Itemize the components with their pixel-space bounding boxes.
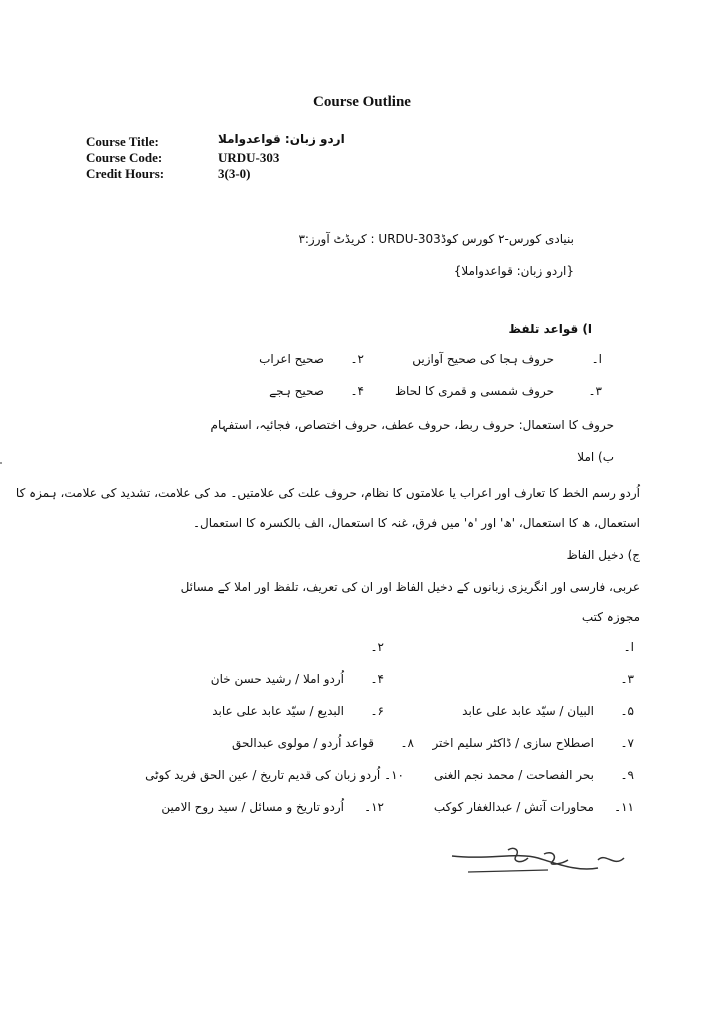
book-number: ۳۔ — [620, 672, 634, 686]
book-number: ۱۱۔ — [614, 800, 634, 814]
item-number: ۲۔ — [350, 352, 364, 366]
book-number: ۱۲۔ — [364, 800, 384, 814]
book-title: قواعد اُردو / مولوی عبدالحق — [232, 736, 374, 750]
letters-usage-line: حروف کا استعمال: حروف ربط، حروف عطف، حروف اختصاص، فجائیہ، استفہام — [210, 418, 614, 432]
books-heading: مجوزہ کتب — [581, 610, 640, 624]
course-code-label: Course Code: — [86, 150, 163, 165]
section-b-heading: ب) املا — [577, 450, 614, 464]
course-title-value: اردو زبان: قواعدواملا — [218, 132, 345, 146]
section-a-item: صحیح اعراب — [259, 352, 324, 366]
item-number: ۳۔ — [588, 384, 602, 398]
section-a-item: صحیح ہجے — [269, 384, 324, 398]
course-header-line: بنیادی کورس-۲ کورس کوڈURDU-303 : کریڈٹ آورز:۳ — [298, 232, 574, 246]
book-number: ۴۔ — [370, 672, 384, 686]
book-number: ۸۔ — [400, 736, 414, 750]
section-b-line-1: اُردو رسم الخط کا تعارف اور اعراب یا علامتوں کا نظام، حروف علت کی علامتیں۔ مد کی علامت، تشدید کی علامت، ہمزہ کا — [15, 486, 640, 500]
book-number: ۶۔ — [370, 704, 384, 718]
book-title: محاورات آتش / عبدالغفار کوکب — [433, 800, 594, 814]
item-number: ۴۔ — [350, 384, 364, 398]
section-a-item: حروف ہجا کی صحیح آوازیں — [412, 352, 554, 366]
section-b-line-2: استعمال، ھ کا استعمال، 'ھ' اور 'ہ' میں فرق، غنہ کا استعمال، الف بالکسرہ کا استعمال۔ — [192, 516, 640, 530]
section-c-line-1: عربی، فارسی اور انگریزی زبانوں کے دخیل الفاظ اور ان کی تعریف، تلفظ اور املا کے مسائل — [180, 580, 640, 594]
book-number: ا۔ — [623, 640, 634, 654]
book-number: ۹۔ — [620, 768, 634, 782]
credit-hours-label: Credit Hours: — [86, 166, 165, 181]
course-code-value: URDU-303 — [218, 150, 280, 165]
section-c-heading: ج) دخیل الفاظ — [566, 548, 640, 562]
book-number: ۷۔ — [620, 736, 634, 750]
course-title-label: Course Title: — [86, 134, 159, 149]
book-title: بحر الفصاحت / محمد نجم الغنی — [433, 768, 594, 782]
item-number: ا۔ — [591, 352, 602, 366]
book-number: ۲۔ — [370, 640, 384, 654]
book-title: البدیع / سیّد عابد علی عابد — [212, 704, 344, 718]
course-subtitle: {اردو زبان: قواعدواملا} — [453, 264, 574, 278]
section-a-item: حروف شمسی و قمری کا لحاظ — [394, 384, 554, 398]
book-number: ۵۔ — [620, 704, 634, 718]
book-title: اُردو تاریخ و مسائل / سید روح الامین — [161, 800, 344, 814]
book-title: ۱۰۔ اُردو زبان کی قدیم تاریخ / عین الحق فرید کوٹی — [145, 768, 404, 782]
book-title: اُردو املا / رشید حسن خان — [210, 672, 344, 686]
section-a-heading: ا) قواعد تلفظ — [508, 322, 592, 336]
page-title: Course Outline — [313, 94, 411, 110]
signature — [448, 842, 638, 882]
credit-hours-value: 3(3-0) — [218, 166, 251, 181]
book-title: البیان / سیّد عابد علی عابد — [462, 704, 594, 718]
scan-speck — [0, 462, 2, 464]
book-title: اصطلاح سازی / ڈاکٹر سلیم اختر — [432, 736, 594, 750]
